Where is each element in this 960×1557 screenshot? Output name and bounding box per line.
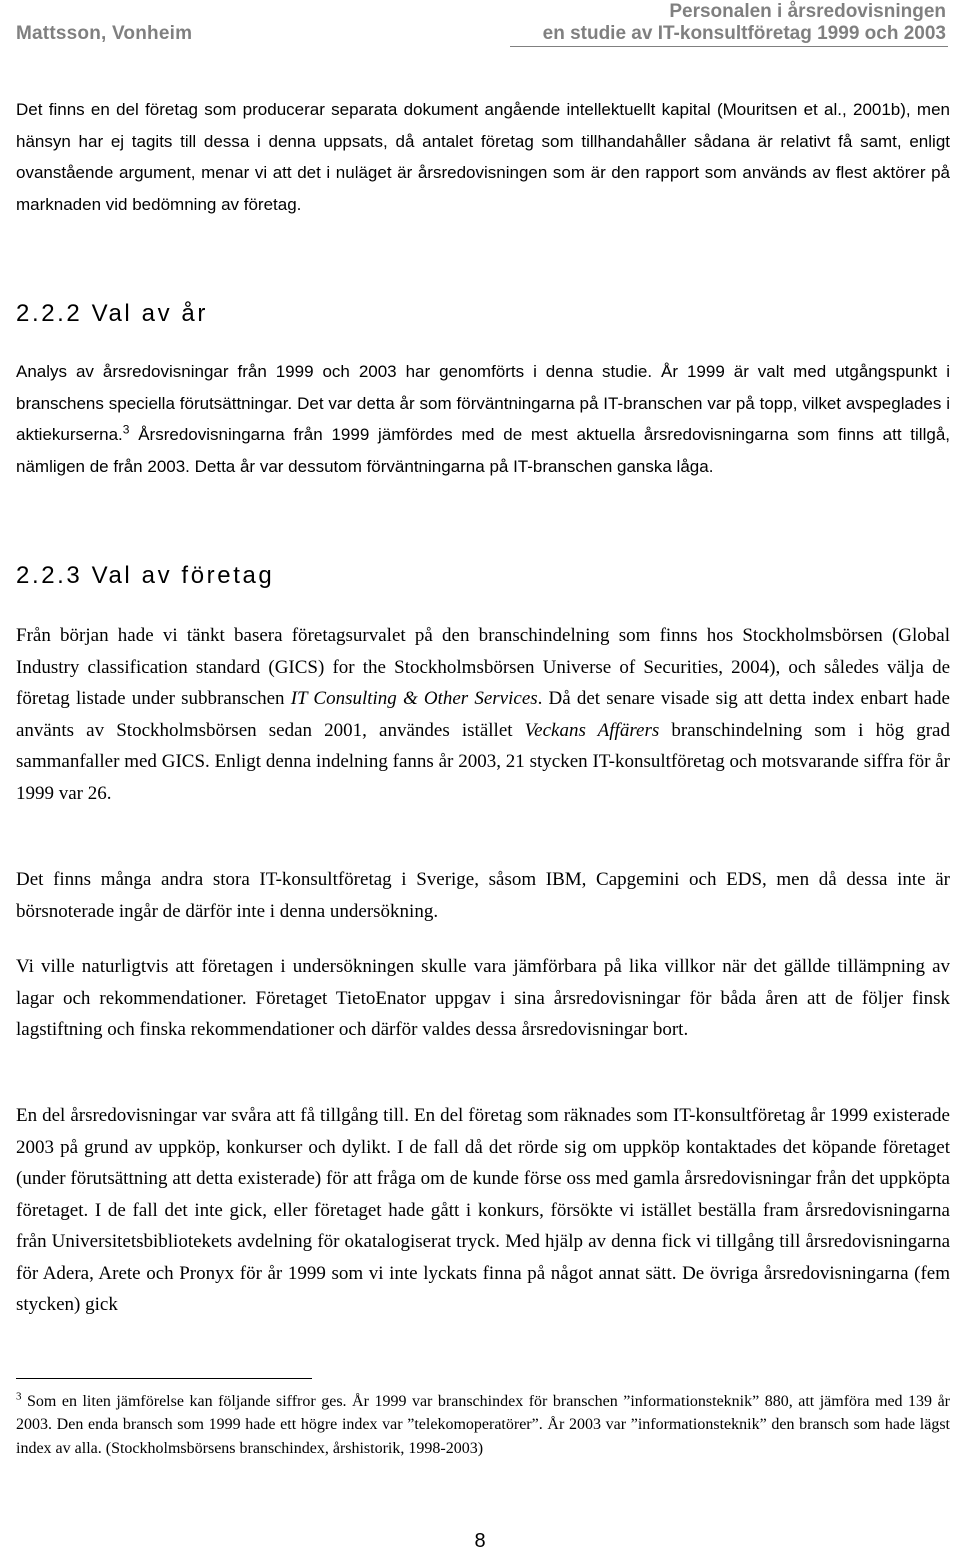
footnote-3 [16,1390,950,1460]
section-heading-2-2-2: 2.2.2 Val av år [16,300,208,327]
section-2-2-2-paragraph [16,356,950,482]
header-title-line-1: Personalen i årsredovisningen [669,1,946,22]
section-2-2-3-paragraph-1 [16,620,950,809]
section-2-2-3-paragraph-2: Det finns många andra stora IT-konsultföretag i Sverige, såsom IBM, Capgemini och EDS, men då dessa inte är börsnoterade ingår de därför inte i denna undersökning. [16,869,950,922]
header-authors: Mattsson, Vonheim [16,23,193,44]
section-2-2-3-paragraph-3: Vi ville naturligtvis att företagen i undersökningen skulle vara jämförbara på lika villkor när det gällde tillämpning av lagar och rekommendationer. Företaget TietoEnator uppgav i sina årsredovisningar för båda åren att de följer finsk lagstiftning och finska rekommendationer och därför valdes dessa årsredovisningar bort. [16,956,950,1040]
footnote-reference[interactable]: 3 [122,422,130,437]
running-header [0,0,960,60]
header-underline [510,46,948,47]
footnote-text: Som en liten jämförelse kan följande siffror ges. År 1999 var branschindex för branschen ”informationsteknik” 880, att jämföra med 139 år 2003. Den enda bransch som 1999 hade ett högre index var ”telekomoperatörer”. År 2003 var ”informationsteknik” den bransch som hade lägst index av alla. (Stockholmsbörsens branschindex, årshistorik, 1998-2003) [16,1393,950,1457]
footnote-separator [16,1378,312,1379]
intro-paragraph: Det finns en del företag som producerar separata dokument angående intellektuellt kapital (Mouritsen et al., 2001b), men hänsyn har ej tagits till dessa i denna uppsats, då antalet företag som tillhandahåller sådana är relativt få samt, enligt ovanstående argument, menar vi att det i nuläget är årsredovisningen som är den rapport som används av flest aktörer på marknaden vid bedömning av företag. [16,100,950,214]
section-heading-2-2-3: 2.2.3 Val av företag [16,562,275,589]
paragraph-1-italic-source: Veckans Affärers [524,719,660,741]
section-2-2-2-text-after-note: Årsredovisningarna från 1999 jämfördes med de mest aktuella årsredovisningarna som finns att tillgå, nämligen de från 2003. Detta år var dessutom förväntningarna på IT-branschen ganska låga. [16,425,950,476]
footnote-number: 3 [16,1390,22,1403]
paragraph-1-italic-subindustry: IT Consulting & Other Services [290,688,538,709]
paragraph-1-text-c: branschindelning som i hög grad sammanfaller med GICS. Enligt denna indelning fanns år 2003, 21 stycken IT-konsultföretag och motsvarande siffra för år 1999 var 26. [16,719,950,804]
paragraph-1-text-a: Från början hade vi tänkt basera företagsurvalet på den branschindelning som finns hos Stockholmsbörsen (Global Industry classification standard (GICS) for the Stockholmsbörsen Universe of Securities, 2004), och således välja de företag listade under subbranschen [16,625,950,709]
section-2-2-3-paragraph-4: En del årsredovisningar var svåra att få tillgång till. En del företag som räknades som IT-konsultföretag år 1999 existerade 2003 på grund av uppköp, konkurser och dylikt. I de fall då det rörde sig om uppköp kontaktades det köpande företaget (under förutsättning att detta existerade) för att fråga om de kunde förse oss med gamla årsredovisningar från det uppköpta företaget. I de fall det inte gick, eller företaget hade gått i konkurs, försökte vi istället beställa fram årsredovisningarna från Universitetsbibliotekets avdelning för okatalogiserat tryck. Med hjälp av denna fick vi tillgång till årsredovisningarna för Adera, Arete och Pronyx för år 1999 som vi inte lyckats finna på något annat sätt. De övriga årsredovisningarna (fem stycken) gick [16,1105,950,1315]
section-2-2-2-text-before-note: Analys av årsredovisningar från 1999 och 2003 har genomförts i denna studie. År 1999 är valt med utgångspunkt i branschens speciella förutsättningar. Det var detta år som förväntningarna på IT-branschen var på topp, vilket avspeglades i aktiekurserna. [16,362,950,444]
paragraph-1-text-b: . Då det senare visade sig att detta index enbart hade använts av Stockholmsbörsen sedan 2001, användes istället [16,688,950,741]
page-number: 8 [474,1530,486,1552]
header-title-line-2: en studie av IT-konsultföretag 1999 och 2003 [542,23,946,44]
